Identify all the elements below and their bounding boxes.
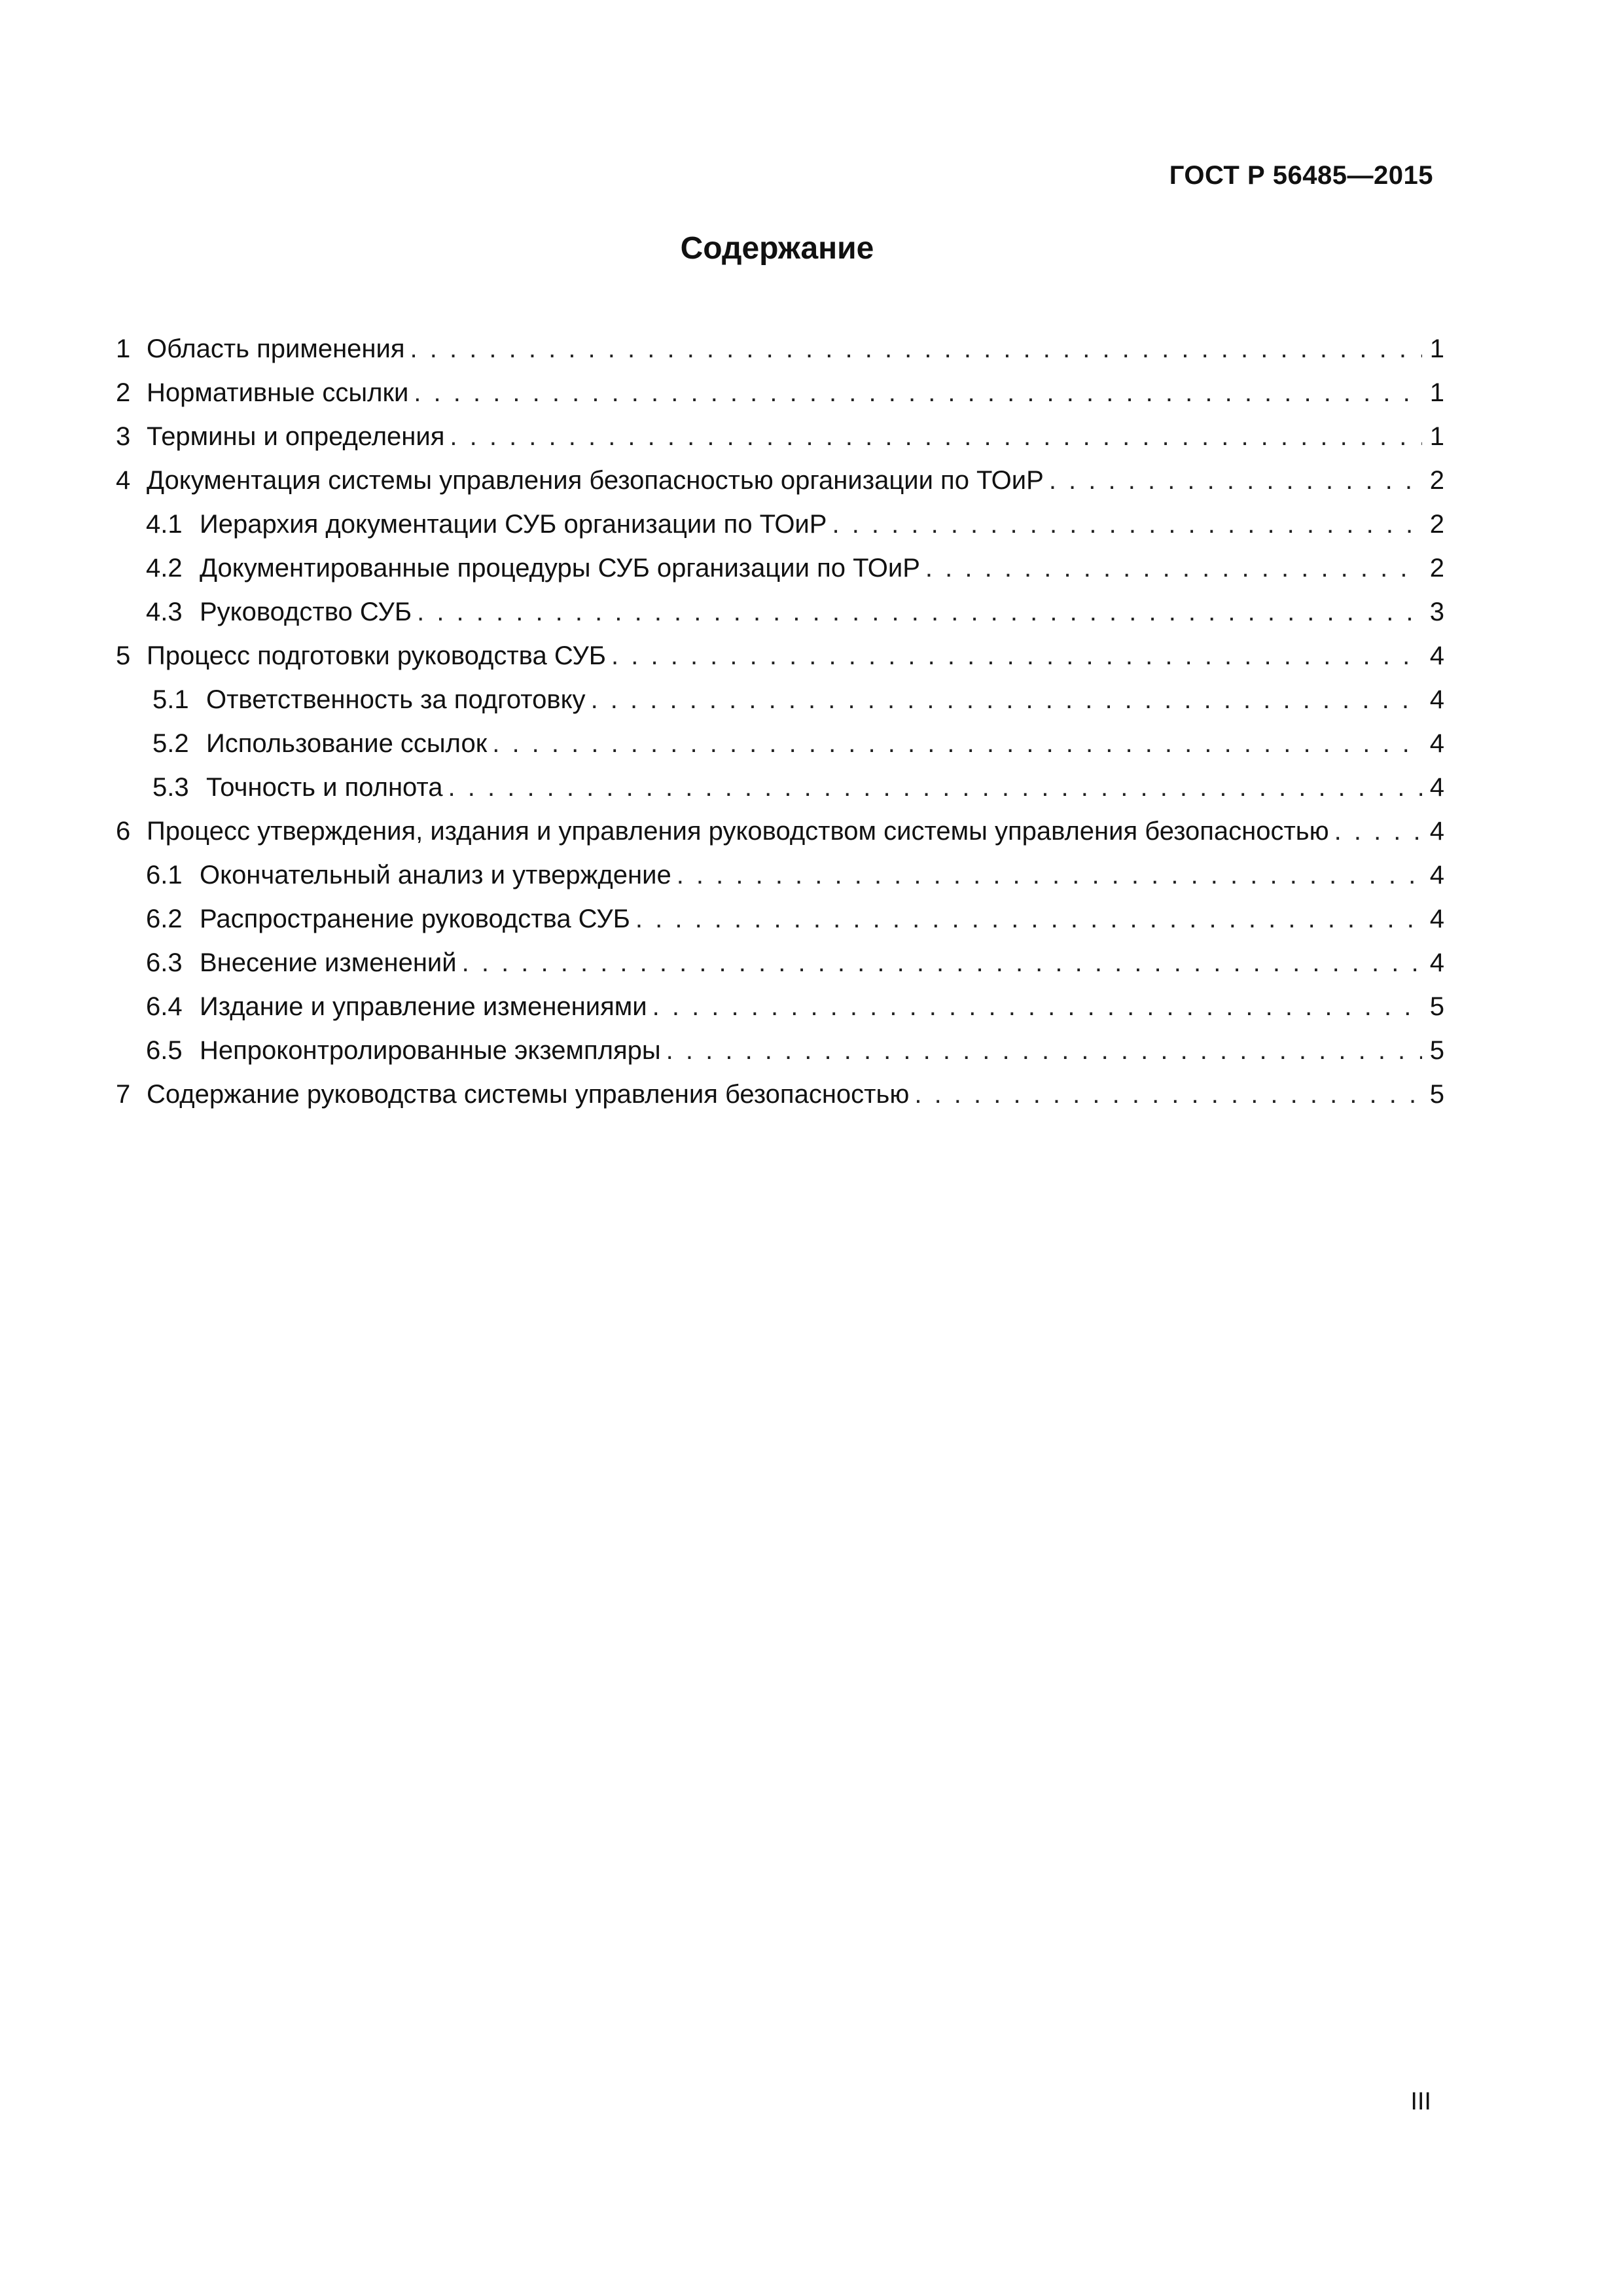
- toc-entry-title: Термины и определения: [147, 422, 445, 451]
- toc-entry-number: 6.5: [146, 1036, 183, 1065]
- toc-entry-4-2[interactable]: [116, 547, 1444, 590]
- toc-entry-number: 5.1: [152, 685, 189, 714]
- toc-entry-page: 1: [1429, 334, 1444, 363]
- toc-entry-page: 4: [1429, 773, 1444, 802]
- toc-entry-title: Документация системы управления безопасностью организации по ТОиР: [147, 466, 1044, 495]
- page-number: III: [1410, 2088, 1431, 2115]
- toc-entry-3[interactable]: [116, 415, 1444, 459]
- toc-entry-number: 5.3: [152, 773, 189, 802]
- toc-entry-title: Процесс подготовки руководства СУБ: [147, 641, 607, 670]
- toc-entry-title: Издание и управление изменениями: [200, 992, 647, 1021]
- toc-entry-number: 4.2: [146, 554, 183, 583]
- toc-dot-leader: [652, 985, 1422, 1029]
- toc-dot-leader: [832, 503, 1422, 547]
- toc-dot-leader: [492, 722, 1422, 766]
- toc-title: Содержание: [680, 231, 874, 266]
- toc-entry-number: 6.3: [146, 948, 183, 977]
- toc-entry-title: Внесение изменений: [200, 948, 457, 977]
- toc-entry-title: Распространение руководства СУБ: [200, 905, 630, 933]
- toc-entry-page: 1: [1429, 378, 1444, 407]
- toc-entry-title: Процесс утверждения, издания и управления руководством системы управления безопасностью: [147, 817, 1329, 846]
- toc-entry-page: 4: [1429, 905, 1444, 933]
- toc-entry-1[interactable]: [116, 327, 1444, 371]
- toc-dot-leader: [450, 415, 1422, 459]
- toc-entry-page: 1: [1429, 422, 1444, 451]
- toc-dot-leader: [925, 547, 1422, 590]
- toc-entry-number: 5: [116, 641, 131, 670]
- toc-entry-title: Использование ссылок: [206, 729, 488, 758]
- toc-dot-leader: [448, 766, 1422, 810]
- toc-entry-title: Иерархия документации СУБ организации по ТОиР: [200, 510, 827, 539]
- toc-entry-4-3[interactable]: [116, 590, 1444, 634]
- toc-dot-leader: [914, 1073, 1422, 1117]
- toc-entry-title: Руководство СУБ: [200, 598, 412, 626]
- toc-entry-4[interactable]: [116, 459, 1444, 503]
- toc-entry-title: Документированные процедуры СУБ организации по ТОиР: [200, 554, 920, 583]
- toc-entry-page: 3: [1429, 598, 1444, 626]
- toc-entry-number: 7: [116, 1080, 131, 1109]
- toc-entry-title: Непроконтролированные экземпляры: [200, 1036, 661, 1065]
- toc-entry-page: 4: [1429, 948, 1444, 977]
- toc-entry-number: 4.1: [146, 510, 183, 539]
- toc-entry-title: Нормативные ссылки: [147, 378, 409, 407]
- toc-entry-6[interactable]: [116, 810, 1444, 853]
- toc-entry-number: 2: [116, 378, 131, 407]
- toc-dot-leader: [666, 1029, 1422, 1073]
- toc-entry-6-4[interactable]: [116, 985, 1444, 1029]
- toc-entry-6-3[interactable]: [116, 941, 1444, 985]
- toc-entry-page: 2: [1429, 510, 1444, 539]
- toc-entry-2[interactable]: [116, 371, 1444, 415]
- toc-entry-number: 5.2: [152, 729, 189, 758]
- toc-entry-5-2[interactable]: [116, 722, 1444, 766]
- toc-entry-page: 2: [1429, 466, 1444, 495]
- toc-entry-page: 5: [1429, 1036, 1444, 1065]
- toc-entry-page: 5: [1429, 1080, 1444, 1109]
- toc-dot-leader: [611, 634, 1422, 678]
- toc-entry-4-1[interactable]: [116, 503, 1444, 547]
- toc-entry-6-2[interactable]: [116, 897, 1444, 941]
- toc-entry-title: Окончательный анализ и утверждение: [200, 861, 671, 889]
- toc-entry-page: 4: [1429, 817, 1444, 846]
- toc-entry-page: 4: [1429, 861, 1444, 889]
- toc-entry-page: 4: [1429, 685, 1444, 714]
- toc-entry-number: 6.2: [146, 905, 183, 933]
- toc-entry-7[interactable]: [116, 1073, 1444, 1117]
- toc-entry-number: 4: [116, 466, 131, 495]
- toc-entry-number: 4.3: [146, 598, 183, 626]
- toc-dot-leader: [410, 327, 1422, 371]
- toc-dot-leader: [591, 678, 1422, 722]
- toc-entry-5-1[interactable]: [116, 678, 1444, 722]
- toc-entry-number: 6.4: [146, 992, 183, 1021]
- toc-dot-leader: [1334, 810, 1422, 853]
- toc-entry-page: 4: [1429, 641, 1444, 670]
- toc-entry-5-3[interactable]: [116, 766, 1444, 810]
- toc-dot-leader: [635, 897, 1422, 941]
- toc-dot-leader: [462, 941, 1422, 985]
- toc-dot-leader: [677, 853, 1422, 897]
- table-of-contents: [116, 327, 1444, 1117]
- toc-entry-title: Точность и полнота: [206, 773, 443, 802]
- toc-entry-number: 6.1: [146, 861, 183, 889]
- toc-entry-number: 6: [116, 817, 131, 846]
- toc-entry-title: Содержание руководства системы управления безопасностью: [147, 1080, 910, 1109]
- toc-dot-leader: [414, 371, 1422, 415]
- toc-entry-title: Ответственность за подготовку: [206, 685, 586, 714]
- toc-entry-page: 2: [1429, 554, 1444, 583]
- toc-entry-title: Область применения: [147, 334, 405, 363]
- toc-dot-leader: [417, 590, 1422, 634]
- toc-entry-6-5[interactable]: [116, 1029, 1444, 1073]
- toc-dot-leader: [1049, 459, 1422, 503]
- toc-entry-page: 5: [1429, 992, 1444, 1021]
- toc-entry-number: 1: [116, 334, 131, 363]
- document-standard-number: ГОСТ Р 56485—2015: [1169, 161, 1433, 190]
- toc-entry-6-1[interactable]: [116, 853, 1444, 897]
- toc-entry-number: 3: [116, 422, 131, 451]
- toc-entry-page: 4: [1429, 729, 1444, 758]
- toc-entry-5[interactable]: [116, 634, 1444, 678]
